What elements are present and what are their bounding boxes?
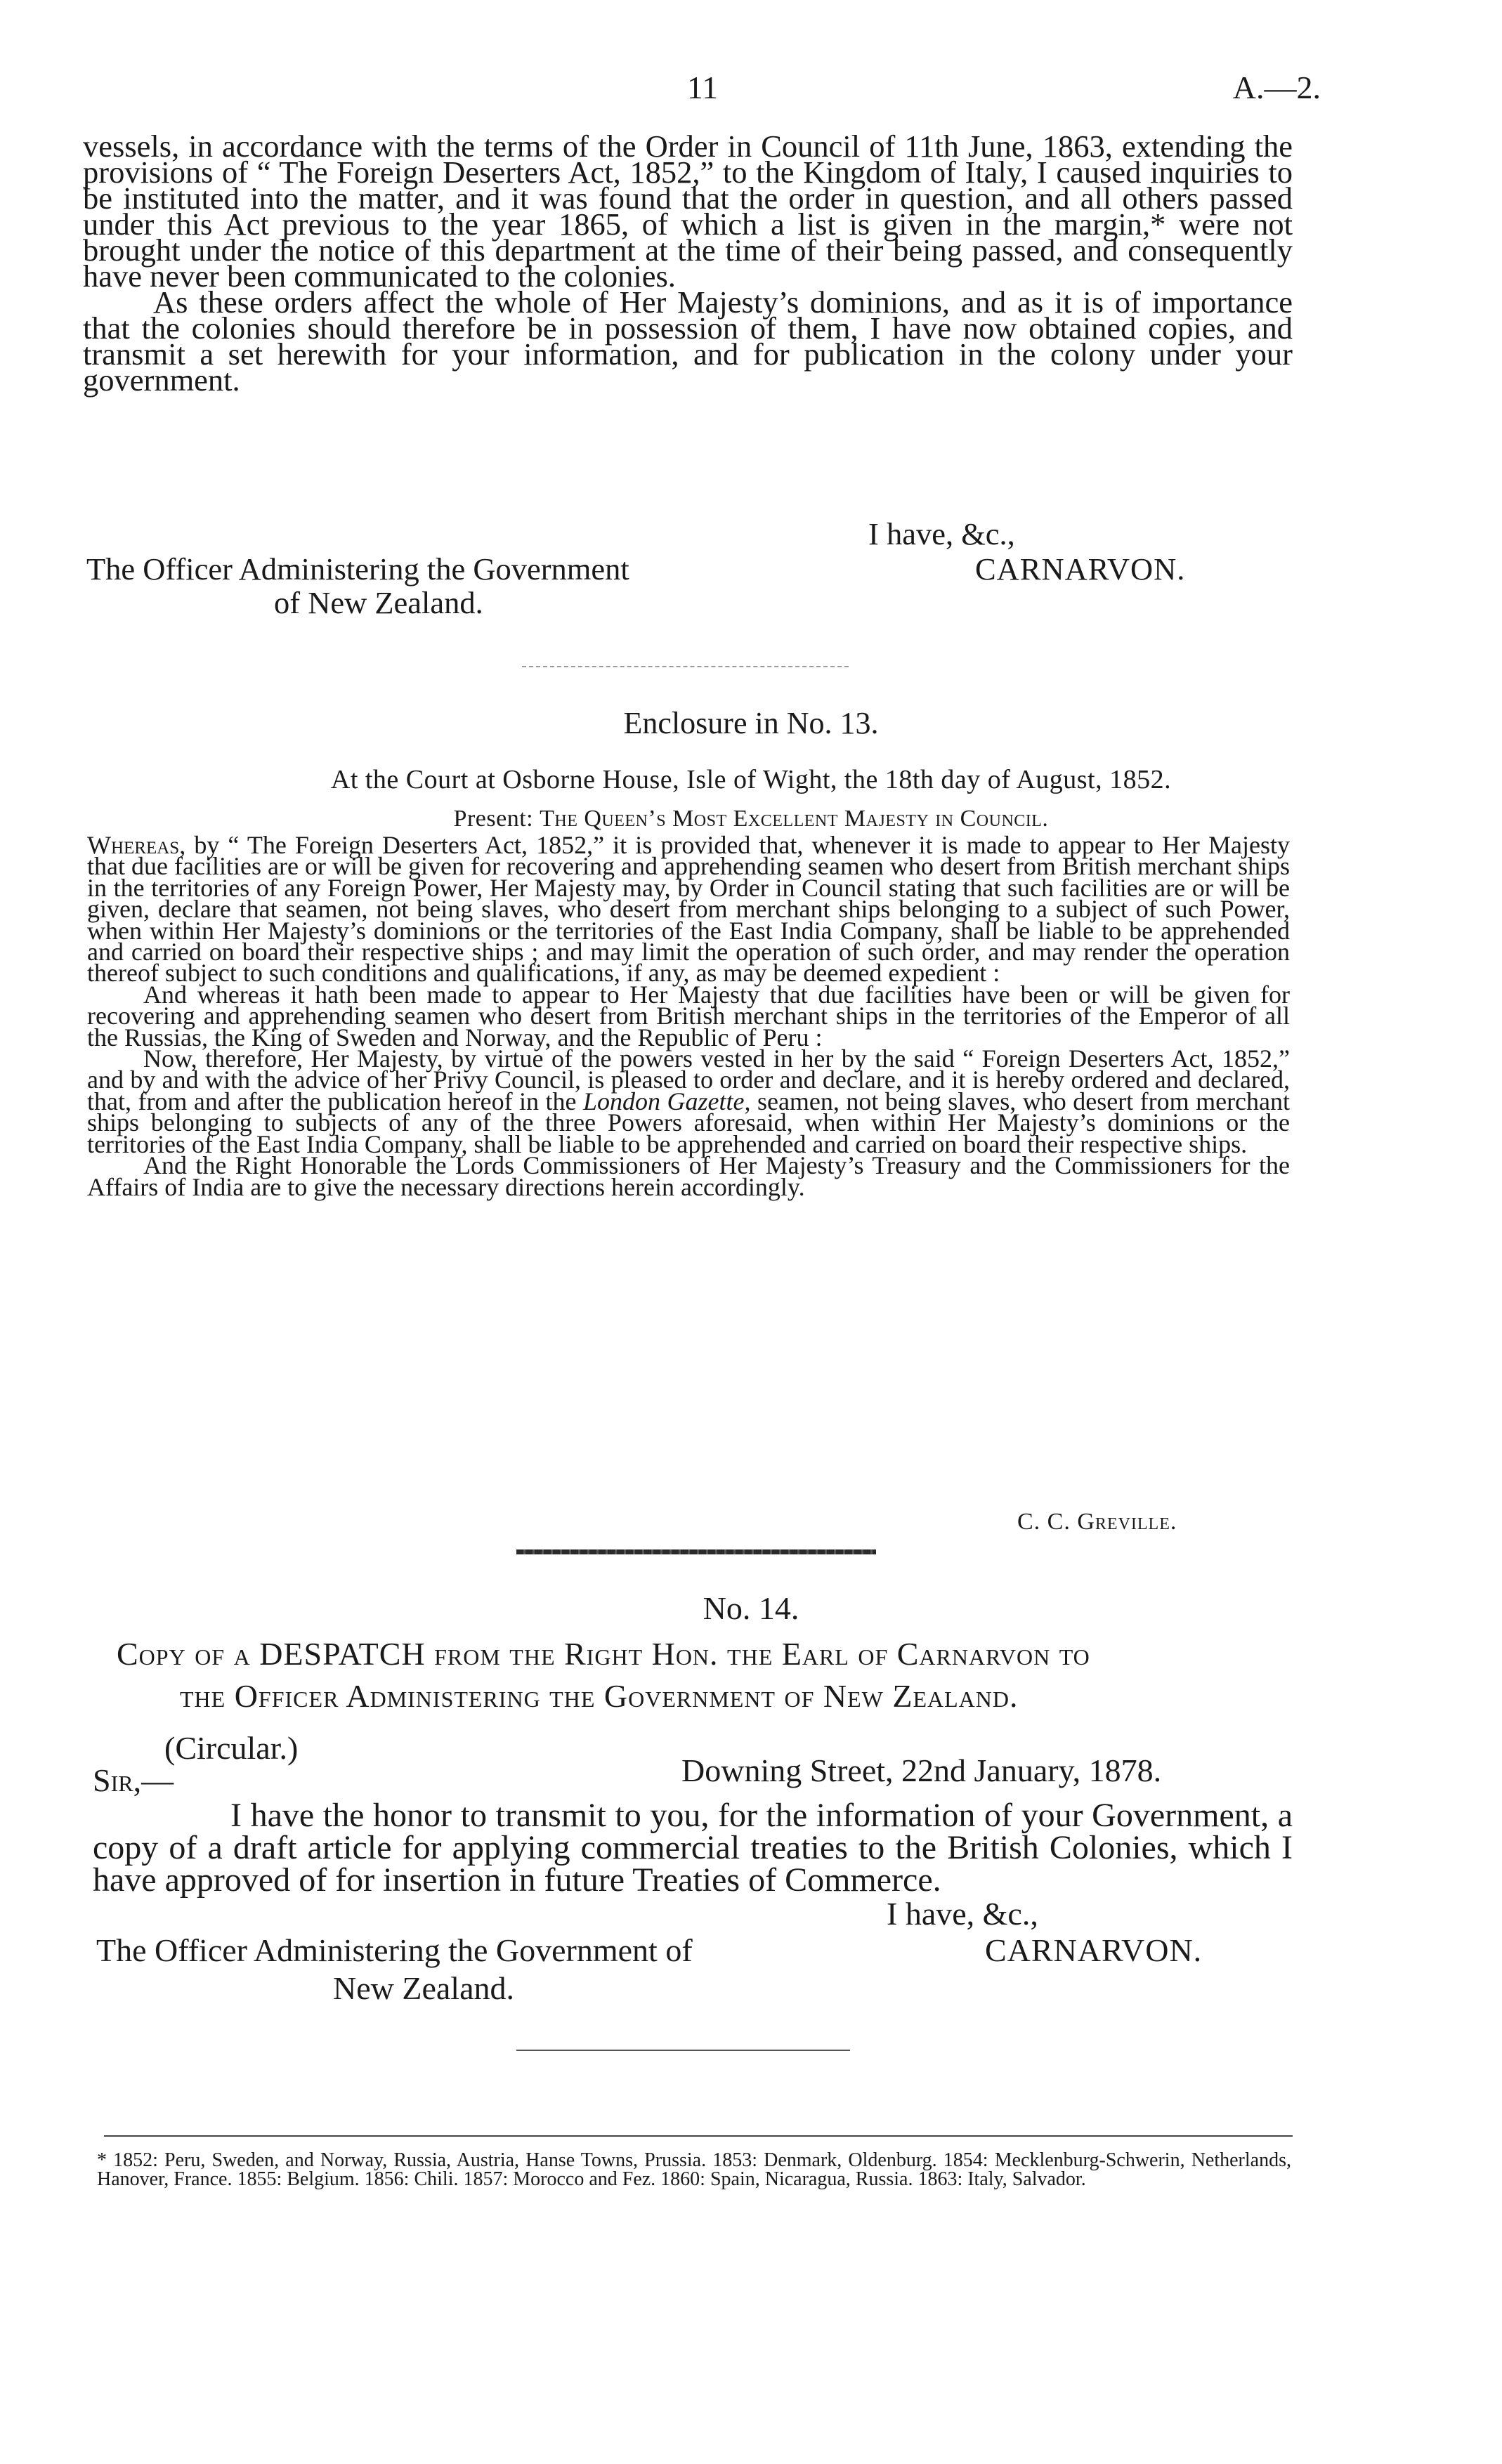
despatch-addressee-line-1: The Officer Administering the Government of bbox=[96, 1932, 693, 1968]
despatch-title-line-1: Copy of a DESPATCH from the Right Hon. the Earl of Carnarvon to bbox=[117, 1636, 1090, 1672]
despatch-title-line-2: the Officer Administering the Government of New Zealand. bbox=[180, 1678, 1019, 1714]
enclosure-court-line: At the Court at Osborne House, Isle of Wight, the 18th day of August, 1852. bbox=[330, 765, 1172, 794]
enclosure-paragraph-1-text: by “ The Foreign Deserters Act, 1852,” it is provided that, whenever it is made to appear to Her Majesty that due facilities are or will be given for recovering and apprehending seamen who desert from British merchant ships in the territories of any Foreign Power, Her Majesty may, by Order in Council stating that such facilities are or will be given, declare that seamen, not being slaves, who desert from merchant ships belonging to a subject of such Power, when within Her Majesty’s dominions or the territories of the East India Company, shall be liable to be apprehended and carried on board their respective ships ; and may limit the operation of such order, and may render the operation thereof subject to such conditions and qualifications, if any, as may be deemed expedient : bbox=[87, 831, 1290, 988]
top-addressee-line-2: of New Zealand. bbox=[274, 585, 483, 620]
present-text: The Queen’s Most Excellent Majesty in Council. bbox=[540, 806, 1049, 832]
despatch-circular: (Circular.) bbox=[164, 1730, 299, 1766]
enclosure-present-line bbox=[0, 805, 1502, 833]
enclosure-paragraph-3-a: Now, therefore, Her Majesty, by virtue of the powers vested in her by the said “ Foreign Deserters Act, 1852,” and by and with the advice of her Privy Council, is pleased to order and declare, and it is hereby ordered and declared, that, from and after the publication hereof in the bbox=[87, 1044, 1290, 1115]
enclosure-title: Enclosure in No. 13. bbox=[623, 706, 879, 740]
page-number: 11 bbox=[686, 70, 719, 105]
top-paragraph-1: vessels, in accordance with the terms of the Order in Council of 11th June, 1863, extending the provisions of “ The Foreign Deserters Act, 1852,” to the Kingdom of Italy, I caused inquiries to be instituted into the matter, and it was found that the order in question, and all others passed under this Act previous to the year 1865, of which a list is given in the margin,* were not brought under the notice of this department at the time of their being passed, and consequently have never been communicated to the colonies. bbox=[83, 129, 1293, 294]
section-divider-3 bbox=[516, 2050, 850, 2051]
london-gazette: London Gazette, bbox=[583, 1087, 751, 1115]
section-divider-2 bbox=[516, 1549, 876, 1554]
footnote-rule bbox=[104, 2135, 1293, 2137]
top-paragraphs bbox=[83, 129, 1293, 398]
enclosure-paragraph-2: And whereas it hath been made to appear to Her Majesty that due facilities have been or will be given for recovering and apprehending seamen who desert from British merchant ships in the territories of the Emperor of all the Russias, the King of Sweden and Norway, and the Republic of Peru : bbox=[87, 980, 1290, 1051]
top-signatory: CARNARVON. bbox=[975, 551, 1186, 586]
enclosure-signatory: C. C. Greville. bbox=[1017, 1509, 1177, 1535]
whereas-word: Whereas, bbox=[87, 831, 186, 859]
series-reference: A.—2. bbox=[1232, 70, 1321, 105]
despatch-place-date: Downing Street, 22nd January, 1878. bbox=[681, 1752, 1162, 1788]
enclosure-paragraph-1 bbox=[87, 831, 1290, 988]
present-label: Present: bbox=[453, 806, 534, 832]
despatch-signatory: CARNARVON. bbox=[985, 1932, 1203, 1968]
despatch-body: I have the honor to transmit to you, for the information of your Government, a copy of a draft article for applying commercial treaties to the British Colonies, which I have approved of for insertion in future Treaties of Commerce. bbox=[93, 1797, 1293, 1899]
top-addressee-line-1: The Officer Administering the Government bbox=[86, 551, 629, 586]
despatch-number: No. 14. bbox=[703, 1590, 799, 1626]
despatch-closing: I have, &c., bbox=[887, 1896, 1038, 1932]
despatch-addressee-line-2: New Zealand. bbox=[333, 1970, 514, 2006]
enclosure-paragraph-3-b: seamen, not being slaves, who desert from merchant ships belonging to subjects of any of the three Powers aforesaid, when within Her Majesty’s dominions or the territories of the East India Company, shall be liable to be apprehended and carried on board their respective ships. bbox=[87, 1087, 1291, 1158]
section-divider-1 bbox=[522, 666, 849, 667]
enclosure-paragraph-3 bbox=[87, 1044, 1291, 1158]
enclosure-paragraph-4: And the Right Honorable the Lords Commissioners of Her Majesty’s Treasury and the Commissioners for the Affairs of India are to give the necessary directions herein accordingly. bbox=[87, 1151, 1290, 1201]
top-closing: I have, &c., bbox=[868, 516, 1015, 551]
footnote: * 1852: Peru, Sweden, and Norway, Russia, Austria, Hanse Towns, Prussia. 1853: Denmark, Oldenburg. 1854: Mecklenburg-Schwerin, Netherlands, Hanover, France. 1855: Belgium. 1856: Chili. 1857: Morocco and Fez. 1860: Spain, Nicaragua, Russia. 1863: Italy, Salvador. bbox=[97, 2149, 1291, 2190]
enclosure-body bbox=[87, 831, 1291, 1201]
top-paragraph-2: As these orders affect the whole of Her Majesty’s dominions, and as it is of importance that the colonies should therefore be in possession of them, I have now obtained copies, and transmit a set herewith for your information, and for publication in the colony under your government. bbox=[83, 284, 1293, 398]
despatch-salutation: Sir,— bbox=[93, 1762, 174, 1798]
